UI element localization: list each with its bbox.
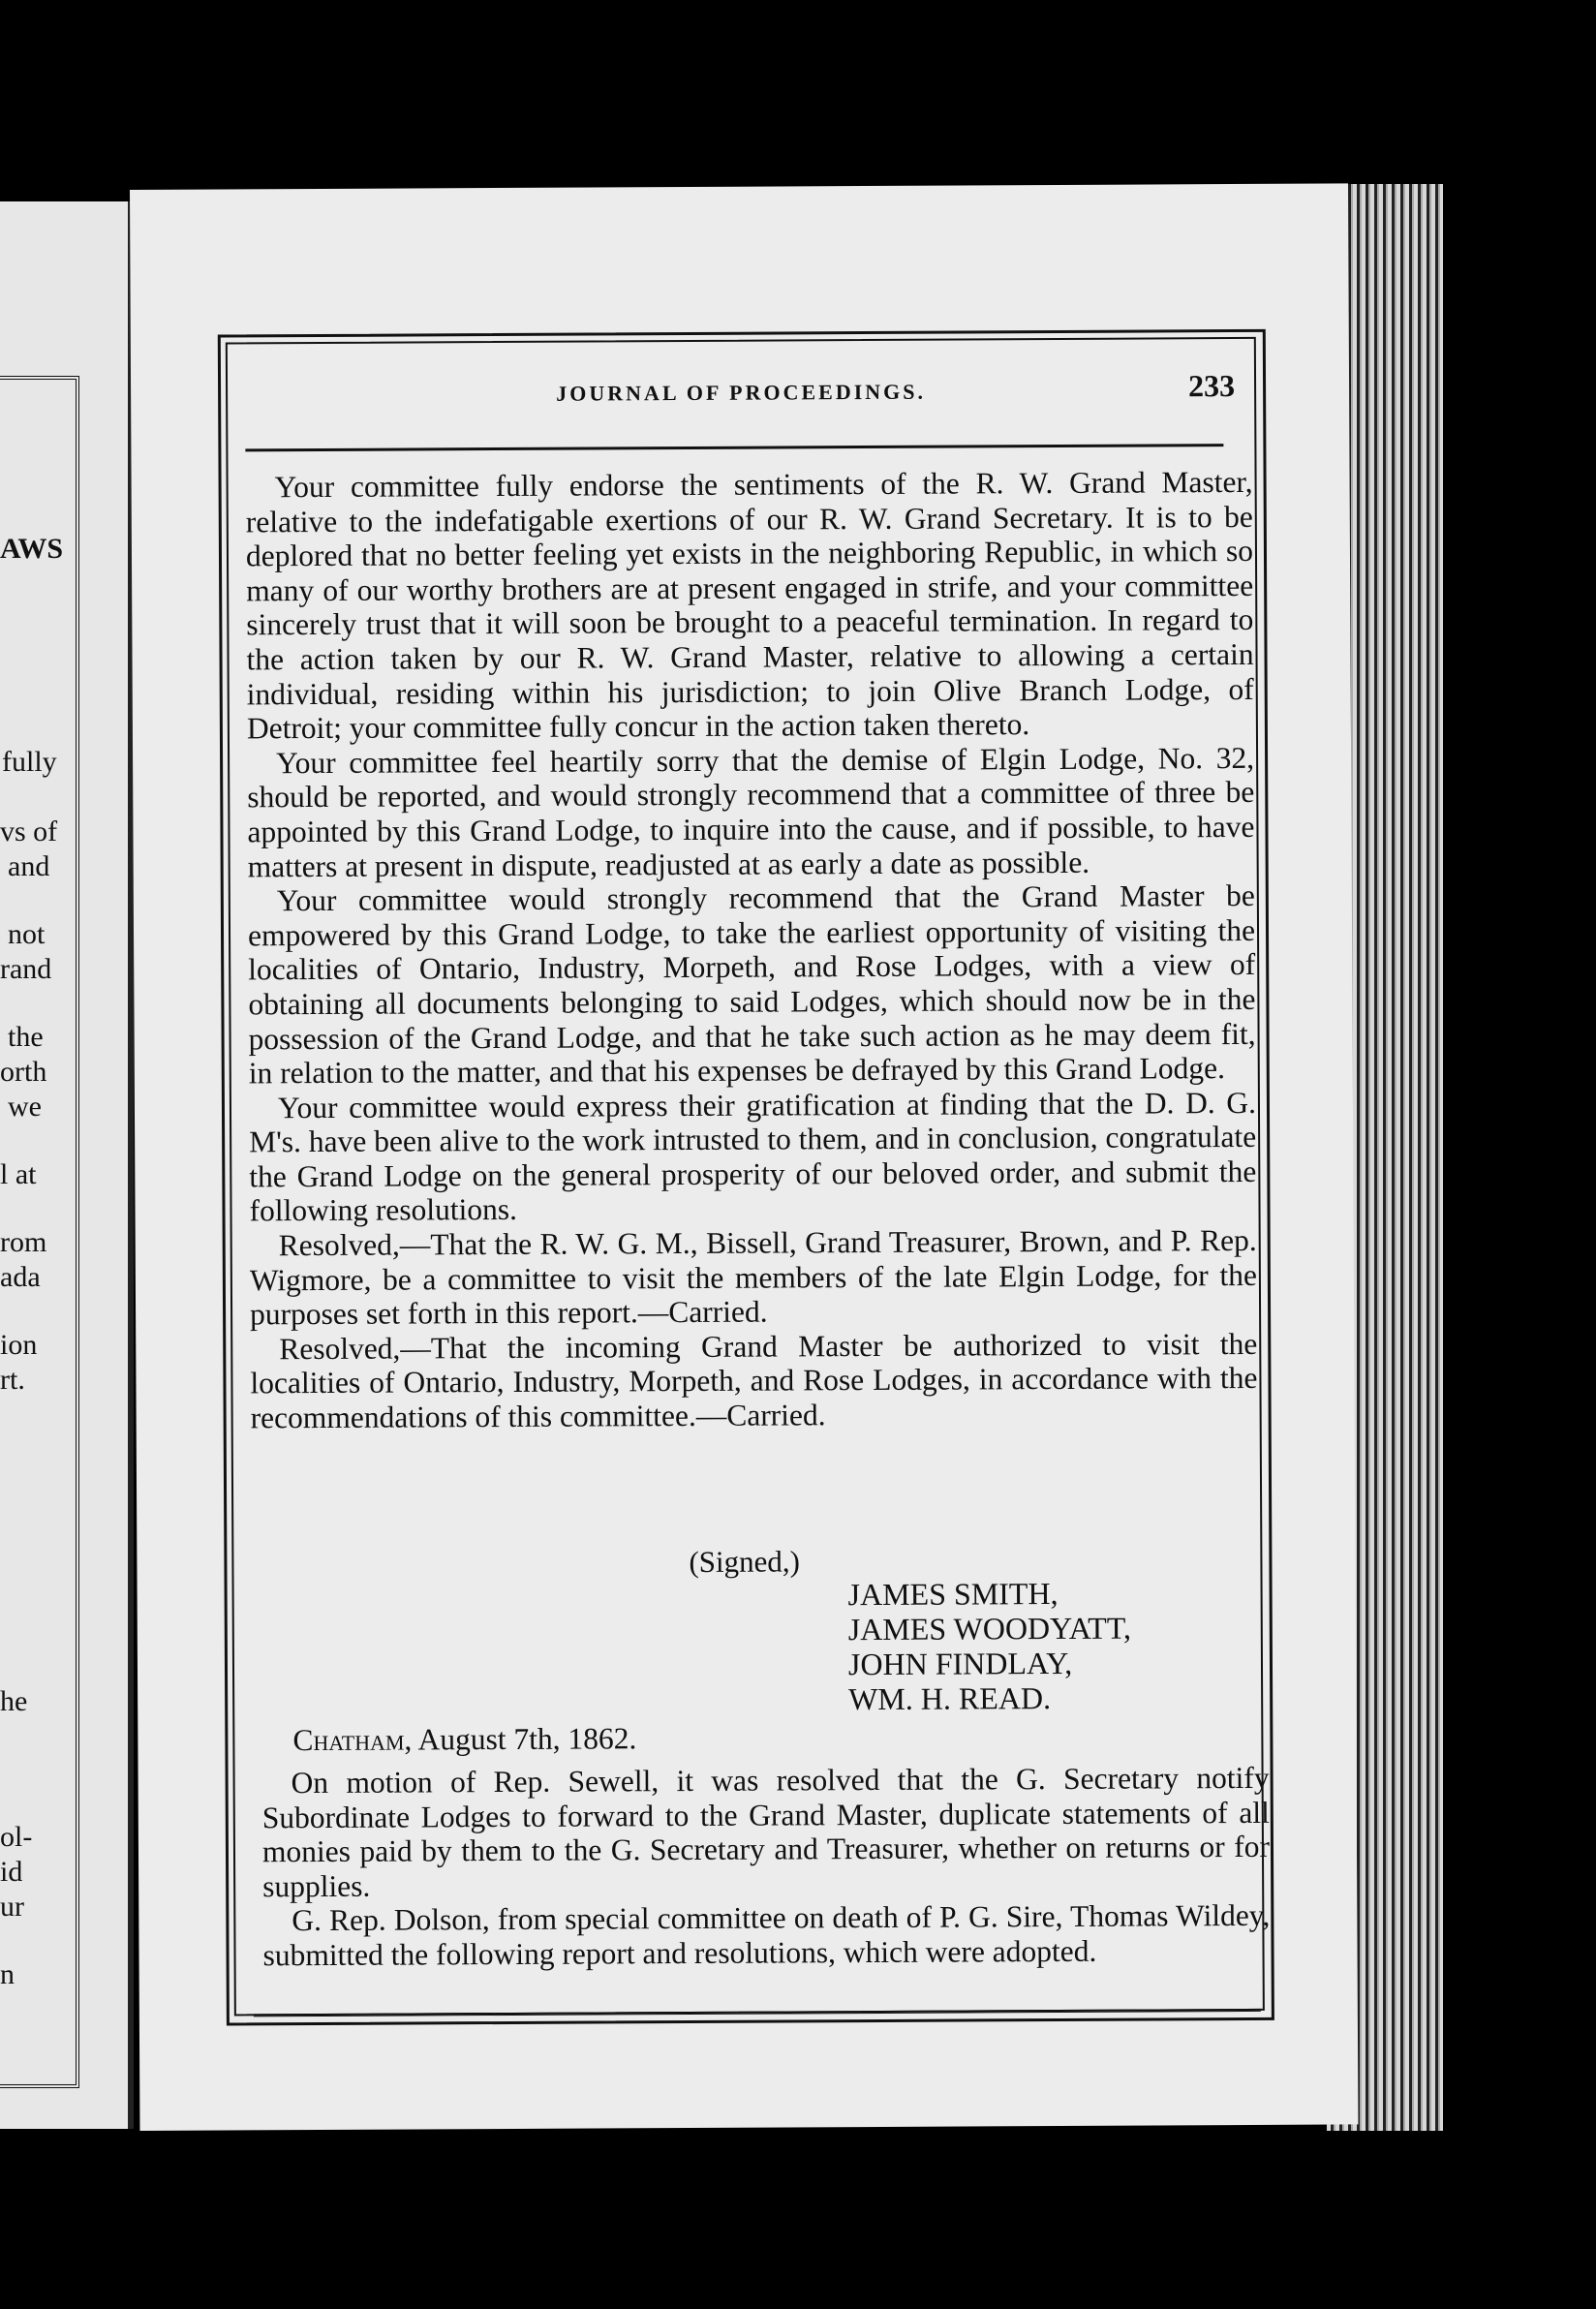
page-number: 233 [1187,368,1236,404]
facing-page-fragment: id [0,1856,23,1888]
paragraph: Your committee fully endorse the sentiments of the R. W. Grand Master, relative to the indefatigable exertions of our R. W. Grand Secretary. It is to be deplored that no better feeling yet exists in the neighboring Republic, in which so many of our worthy brothers are at present engaged in strife, and your committee sincerely trust that it will soon be brought to a peaceful termination. In regard to the action taken by our R. W. Grand Master, relative to allowing a certain individual, residing within his jurisdiction; to join Olive Branch Lodge, of Detroit; your committee fully concur in the action taken thereto. [245,464,1254,746]
facing-page-fragment: ion [0,1329,38,1361]
facing-page-fragment: we [8,1091,42,1123]
paragraph: Your committee would express their gratification at finding that the D. D. G. M's. have been alive to the work intrusted to them, and in conclusion, congratulate the Grand Lodge on the general prosperity of our beloved order, and submit the following resolutions. [249,1085,1257,1228]
paragraph: On motion of Rep. Sewell, it was resolved that the G. Secretary notify Subordinate Lodges to forward to the Grand Master, duplicate statements of all monies paid by them to the G. Secretary and Treasurer, whether on returns or for supplies. [261,1760,1271,1904]
facing-page-fragment: l at [0,1158,37,1190]
paragraph: Your committee feel heartily sorry that the demise of Elgin Lodge, No. 32, should be reported, and would strongly recommend that a committee of three be appointed by this Grand Lodge, to inquire into the cause, and if possible, to have matters at present in dispute, readjusted at as early a date as possible. [247,740,1255,883]
signer-name: JAMES WOODYATT, [847,1610,1132,1647]
facing-page-fragment: the [8,1021,44,1053]
facing-page [0,201,134,2129]
signers-list [848,1576,1132,1717]
paragraph: G. Rep. Dolson, from special committee on death of P. G. Sire, Thomas Wildey, submitted the following report and resolutions, which were adopted. [262,1898,1271,1973]
book-page [130,183,1358,2131]
place-name: Chatham, [292,1722,413,1758]
resolution: Resolved,—That the R. W. G. M., Bissell, Grand Treasurer, Brown, and P. Rep. Wigmore, be a committee to visit the members of the late Elgin Lodge, for the purposes set forth in this report.—Carried. [249,1222,1257,1332]
facing-page-fragment: not [8,918,46,950]
facing-page-fragment: and [8,850,50,882]
facing-page-fragment: rom [0,1226,47,1258]
facing-page-fragment: AWS [0,533,64,565]
signer-name: WM. H. READ. [848,1680,1052,1717]
resolution: Resolved,—That the incoming Grand Master be authorized to visit the localities of Ontario, Industry, Morpeth, and Rose Lodges, in accordance with the recommendations of this committee.—Carried. [250,1326,1258,1435]
facing-page-fragment: rt. [0,1364,25,1396]
facing-page-fragment: fully [2,746,57,778]
date: August 7th, 1862. [417,1721,637,1757]
facing-page-fragment: n [0,1958,15,1990]
signer-name: JOHN FINDLAY, [847,1645,1073,1682]
paragraph: Your committee would strongly recommend that the Grand Master be empowered by this Grand Lodge, to take the earliest opportunity of visiting the localities of Ontario, Industry, Morpeth, and Rose Lodges, with a view of obtaining all documents belonging to said Lodges, which should now be in the possession of the Grand Lodge, and that he take such action as he may deem fit, in relation to the matter, and that his expenses be defrayed by this Grand Lodge. [247,878,1256,1091]
facing-page-fragment: he [0,1685,28,1717]
running-title: JOURNAL OF PROCEEDINGS. [556,379,927,406]
facing-page-fragment: ol- [0,1821,33,1853]
committee-report [246,465,1258,1435]
running-head [247,368,1236,417]
facing-page-fragment: orth [0,1056,47,1088]
facing-page-fragment: vs of [0,816,58,847]
signed-label: (Signed,) [689,1544,801,1579]
facing-page-fragment: ada [0,1261,41,1293]
signer-name: JAMES SMITH, [847,1576,1059,1613]
facing-page-fragment: rand [0,953,52,985]
facing-page-fragment: ur [0,1891,24,1923]
place-date-line [292,1721,636,1758]
proceedings-text [262,1761,1271,1973]
